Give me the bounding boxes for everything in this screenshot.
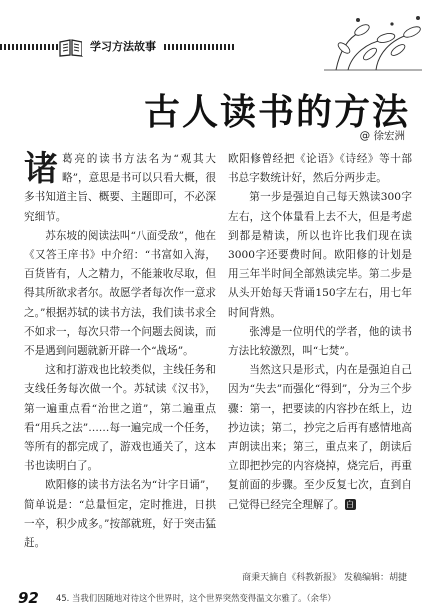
- paragraph: 苏东坡的阅读法叫“八面受敌”，他在《又答王庠书》中介绍：“书富如入海，百货皆有，人之精力，不能兼收尽取，但得其所欲求者尔。故愿学者每次作一意求之。”根据苏轼的读书方法，我们读书求全不如求一，每次只带一个问题去阅读，而不是遇到问题就新开辟一个“战场”。: [24, 229, 216, 358]
- paragraph: 欧阳修的读书方法名为“计字日诵”，简单说是：“总量恒定，定时推进，日拱一卒，积少成多。”按部就班，好于突击猛赶。: [24, 479, 216, 550]
- page-number: 92: [18, 589, 39, 607]
- paragraph: 张溥是一位明代的学者，他的读书方法比较激烈，叫“七焚”。: [228, 325, 412, 358]
- section-label: 学习方法故事: [82, 38, 164, 56]
- paragraph-text: 当然这只是形式，内在是强迫自己因为“失去”而强化“得到”，分为三个步骤：第一，把要读的内容抄在纸上，边抄边读；第二，抄完之后再有感情地高声朗读出来；第三，重点来了，朗读后立即把抄完的内容烧掉，烧完后，再重复前面的步骤。至少反复七次，直到自己觉得已经完全理解了。: [228, 364, 412, 511]
- paragraph: 第一步是强迫自己每天熟读300字左右，这个体量看上去不大，但是考虑到都是精读，所以也许比我们现在读3000字还要费时间。欧阳修的计划是用三年半时间全部熟读完毕。第二步是从头开始每天背诵150字左右，用七年时间背熟。: [228, 191, 412, 319]
- paragraph: 这和打游戏也比较类似，主线任务和支线任务每次做一个。苏轼读《汉书》，第一遍重点看“治世之道”，第二遍重点看“用兵之法”……每一遍完成一个任务，等所有的都完成了，游戏也通关了，这本书也读明白了。: [24, 364, 216, 473]
- open-book-icon: [58, 36, 84, 58]
- paragraph: [228, 361, 412, 515]
- section-banner: [0, 36, 236, 58]
- right-column: [228, 150, 412, 515]
- article-title: 古人读书的方法: [143, 91, 410, 133]
- end-mark-icon: 白: [346, 500, 355, 510]
- paragraph: 欧阳修曾经把《论语》《诗经》等十部书总字数统计好，然后分两步走。: [228, 153, 412, 185]
- paragraph-text: 葛亮的读书方法名为“观其大略”，意思是书可以只看大概，很多书知道主旨、概要、主题即可，不必深究细节。: [24, 153, 216, 223]
- plant-illustration: [318, 10, 426, 72]
- footer-quote: 45. 当我们因随地对待这个世界时，这个世界突然变得温文尔雅了。（余华）: [56, 593, 336, 603]
- author-byline: @ 徐宏洲: [359, 130, 405, 142]
- drop-cap: 诸: [24, 149, 58, 189]
- left-column: [24, 150, 216, 553]
- source-credit: 商秉天摘自《科教新报》 发稿编辑：胡捷: [242, 573, 407, 583]
- paragraph: [24, 150, 216, 227]
